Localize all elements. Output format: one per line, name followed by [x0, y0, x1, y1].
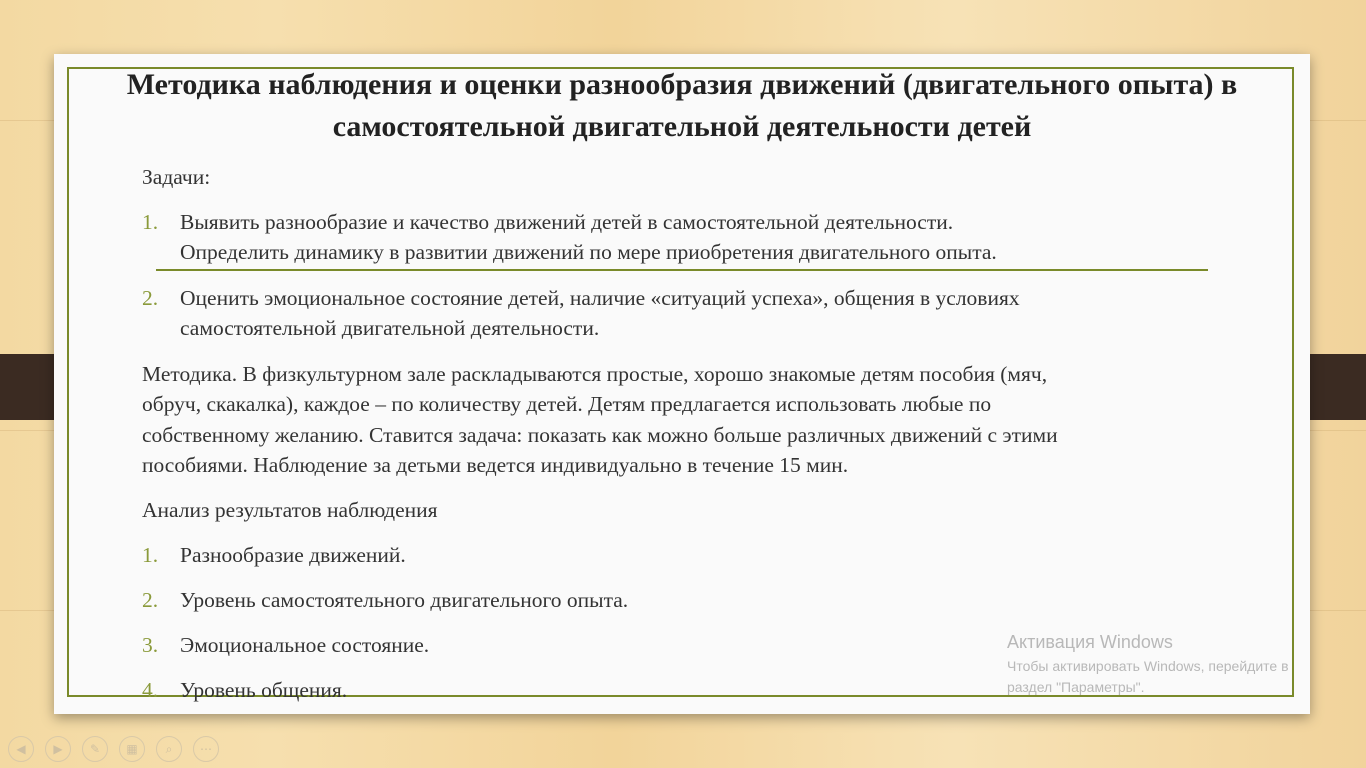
magnifier-icon[interactable]: ⌕ [156, 736, 182, 762]
activation-watermark-line: Чтобы активировать Windows, перейдите в [1007, 658, 1289, 674]
task-text: самостоятельной двигательной деятельности. [180, 316, 600, 340]
arrow-left-icon[interactable]: ◀ [8, 736, 34, 762]
task-text: Оценить эмоциональное состояние детей, наличие «ситуаций успеха», общения в условиях [180, 286, 1020, 310]
method-text: пособиями. Наблюдение за детьми ведется индивидуально в течение 15 мин. [142, 453, 849, 477]
analysis-number: 2. [142, 588, 159, 612]
divider [156, 269, 1208, 271]
analysis-item: Разнообразие движений. [180, 543, 406, 567]
method-text: Методика. В физкультурном зале раскладываются простые, хорошо знакомые детям пособия (мяч, [142, 362, 1048, 386]
activation-watermark-text [1007, 656, 1327, 698]
tasks-heading: Задачи: [142, 165, 211, 189]
slide-title: Методика наблюдения и оценки разнообразия движений (двигательного опыта) в самостоятельной двигательной деятельности детей [126, 68, 1238, 143]
analysis-item: Уровень самостоятельного двигательного опыта. [180, 588, 629, 612]
activation-watermark-title: Активация Windows [1007, 632, 1173, 652]
activation-watermark-line: раздел "Параметры". [1007, 679, 1145, 695]
analysis-number: 1. [142, 543, 159, 567]
task-text: Выявить разнообразие и качество движений детей в самостоятельной деятельности. [180, 210, 954, 234]
analysis-item: Эмоциональное состояние. [180, 633, 430, 657]
method-text: собственному желанию. Ставится задача: показать как можно больше различных движений с этими [142, 423, 1058, 447]
arrow-right-icon[interactable]: ▶ [45, 736, 71, 762]
analysis-heading: Анализ результатов наблюдения [142, 498, 438, 522]
task-text: Определить динамику в развитии движений по мере приобретения двигательного опыта. [180, 240, 997, 264]
pen-icon[interactable]: ✎ [82, 736, 108, 762]
task-number: 1. [142, 210, 159, 234]
task-number: 2. [142, 286, 159, 310]
analysis-number: 4. [142, 678, 159, 702]
method-text: обруч, скакалка), каждое – по количеству детей. Детям предлагается использовать любые по [142, 392, 992, 416]
analysis-item: Уровень общения. [180, 678, 348, 702]
analysis-number: 3. [142, 633, 159, 657]
slide [54, 54, 1310, 714]
ellipsis-icon[interactable]: ⋯ [193, 736, 219, 762]
grid-icon[interactable]: ▦ [119, 736, 145, 762]
